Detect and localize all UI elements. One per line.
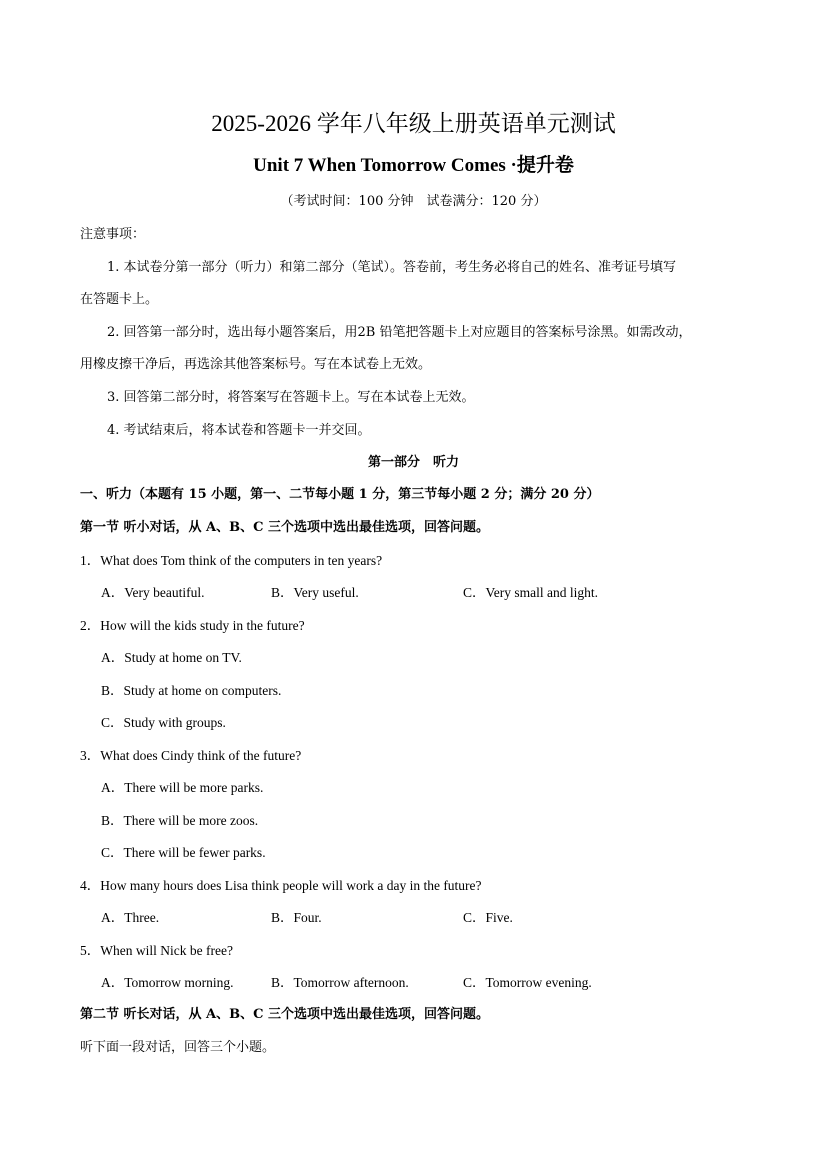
- question-1-option-c[interactable]: C．Very small and light.: [463, 585, 598, 600]
- question-1-option-a[interactable]: A．Very beautiful.: [101, 585, 205, 600]
- section-2-title: 第二节 听长对话，从 A、B、C 三个选项中选出最佳选项，回答问题。: [80, 1007, 489, 1022]
- question-2-option-b[interactable]: B．Study at home on computers.: [101, 683, 282, 698]
- question-3-option-a[interactable]: A．There will be more parks.: [101, 780, 264, 795]
- notes-item-4: 4. 考试结束后，将本试卷和答题卡一并交回。: [107, 423, 371, 438]
- question-3-option-c[interactable]: C．There will be fewer parks.: [101, 845, 266, 860]
- notes-item-2-line-2: 用橡皮擦干净后，再选涂其他答案标号。写在本试卷上无效。: [80, 357, 432, 372]
- question-2-option-c[interactable]: C．Study with groups.: [101, 715, 226, 730]
- question-4-option-a[interactable]: A．Three.: [101, 910, 160, 925]
- question-5-stem: 5．When will Nick be free?: [80, 943, 233, 958]
- question-1-stem: 1．What does Tom think of the computers in ten years?: [80, 553, 383, 568]
- question-2-option-a[interactable]: A．Study at home on TV.: [101, 650, 242, 665]
- question-5-option-a[interactable]: A．Tomorrow morning.: [101, 975, 234, 990]
- question-4-stem: 4．How many hours does Lisa think people will work a day in the future?: [80, 878, 482, 893]
- exam-info: （考试时间：100 分钟 试卷满分：120 分）: [280, 194, 547, 209]
- section-1-title: 第一节 听小对话，从 A、B、C 三个选项中选出最佳选项，回答问题。: [80, 520, 489, 535]
- notes-heading: 注意事项：: [80, 227, 146, 242]
- notes-item-1-line-2: 在答题卡上。: [80, 292, 159, 307]
- question-4-option-c[interactable]: C．Five.: [463, 910, 513, 925]
- question-3-option-b[interactable]: B．There will be more zoos.: [101, 813, 259, 828]
- exam-title: 2025-2026 学年八年级上册英语单元测试: [211, 111, 616, 136]
- question-3-stem: 3．What does Cindy think of the future?: [80, 748, 302, 763]
- part1-heading: 第一部分 听力: [367, 455, 459, 470]
- exam-subtitle: Unit 7 When Tomorrow Comes ·提升卷: [253, 155, 574, 176]
- question-2-stem: 2．How will the kids study in the future?: [80, 618, 305, 633]
- notes-item-1-line-1: 1. 本试卷分第一部分（听力）和第二部分（笔试）。答卷前，考生务必将自己的姓名、准考证号填写: [107, 260, 677, 275]
- notes-item-2-line-1: 2. 回答第一部分时，选出每小题答案后，用2B 铅笔把答题卡上对应题目的答案标号涂黑。如需改动，: [107, 325, 692, 340]
- question-5-option-b[interactable]: B．Tomorrow afternoon.: [271, 975, 409, 990]
- section-2-instruction: 听下面一段对话，回答三个小题。: [80, 1040, 276, 1055]
- notes-item-3: 3. 回答第二部分时，将答案写在答题卡上。写在本试卷上无效。: [107, 390, 475, 405]
- question-1-option-b[interactable]: B．Very useful.: [271, 585, 359, 600]
- listening-section-title: 一、听力（本题有 15 小题，第一、二节每小题 1 分，第三节每小题 2 分；满分 20 分）: [80, 487, 600, 502]
- question-5-option-c[interactable]: C．Tomorrow evening.: [463, 975, 592, 990]
- question-4-option-b[interactable]: B．Four.: [271, 910, 322, 925]
